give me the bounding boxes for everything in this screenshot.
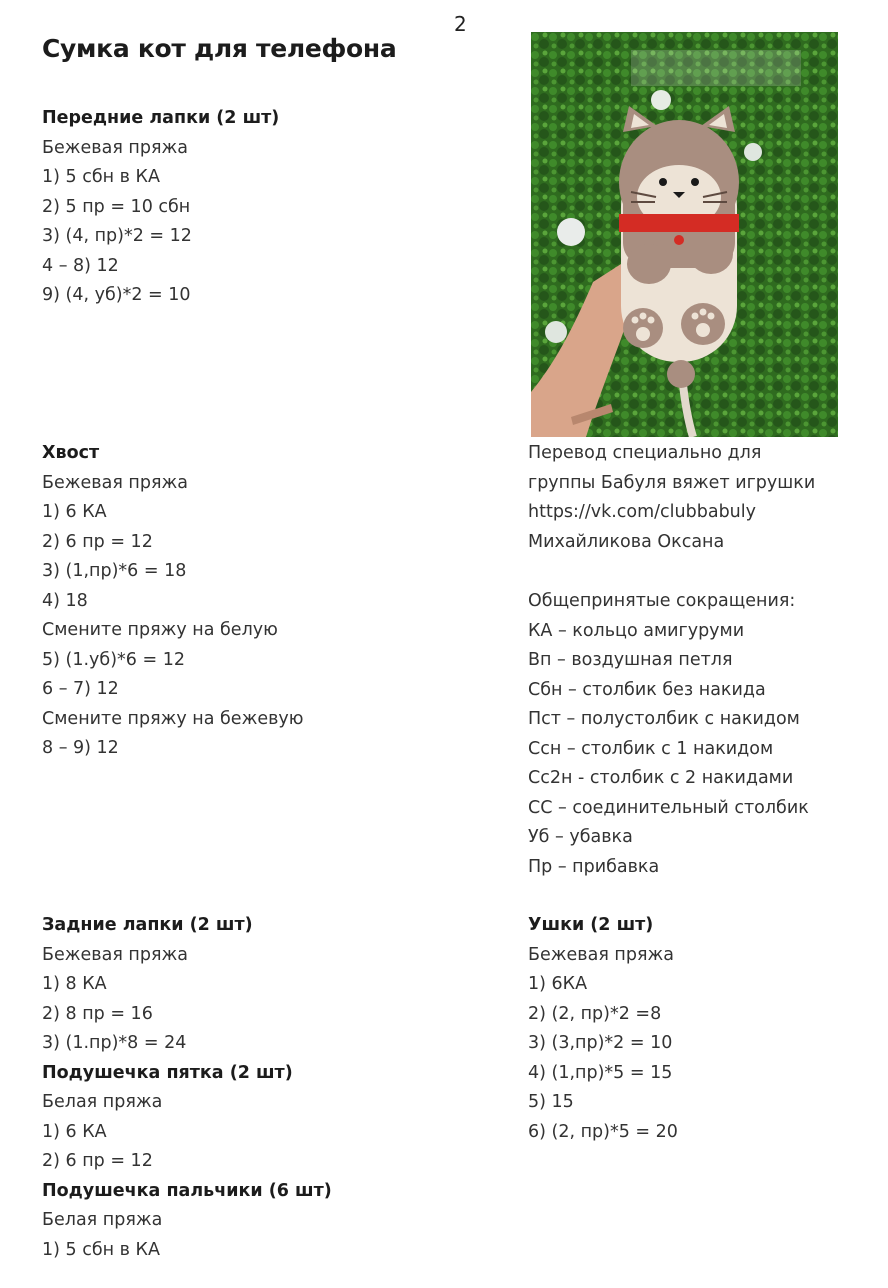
pattern-line: Бежевая пряжа [528,944,674,965]
credits-line: Перевод специально для [528,443,762,463]
pattern-line: 4 – 8) 12 [42,255,119,276]
pattern-line: 1) 5 сбн в КА [42,1239,160,1260]
pattern-line: Бежевая пряжа [42,944,188,965]
abbreviations-heading: Общепринятые сокращения: [528,591,796,611]
pattern-line: 3) (1.пр)*8 = 24 [42,1033,187,1053]
pattern-line: 2) 5 пр = 10 сбн [42,196,191,217]
pattern-line: 5) (1.уб)*6 = 12 [42,649,185,670]
section-heading: Подушечка пятка (2 шт) [42,1062,293,1083]
pattern-line: 9) (4, уб)*2 = 10 [42,285,191,305]
credits-link[interactable]: https://vk.com/clubbabuly [528,502,756,522]
pattern-line: 2) (2, пр)*2 =8 [528,1003,662,1024]
abbreviations-section [528,587,809,882]
abbreviation-item: СС – соединительный столбик [528,797,809,818]
pattern-line: 5) 15 [528,1092,574,1112]
pattern-line: 1) 5 сбн в КА [42,167,160,187]
pattern-line: 8 – 9) 12 [42,738,119,758]
cat-bag-photo [531,32,838,437]
front-paws-section [42,104,279,311]
credits-author: Михайликова Оксана [528,531,725,552]
pattern-line: Белая пряжа [42,1092,163,1112]
abbreviation-item: Пст – полустолбик с накидом [528,709,800,729]
section-heading: Подушечка пальчики (6 шт) [42,1180,332,1201]
pattern-line: 1) 8 КА [42,974,107,994]
section-heading: Хвост [42,443,100,463]
page-number: 2 [454,12,467,36]
pattern-line: 3) (1,пр)*6 = 18 [42,561,187,581]
abbreviation-item: КА – кольцо амигуруми [528,620,745,641]
pattern-line: 1) 6 КА [42,1121,107,1142]
abbreviation-item: Сбн – столбик без накида [528,679,766,700]
abbreviation-item: Уб – убавка [528,827,633,847]
tail-section [42,439,304,764]
page-title: Сумка кот для телефона [42,34,397,63]
abbreviation-item: Сс2н - столбик с 2 накидами [528,768,794,788]
section-heading: Задние лапки (2 шт) [42,915,253,935]
pattern-line: 2) 8 пр = 16 [42,1003,153,1024]
pattern-line: 4) 18 [42,590,88,611]
pattern-line: Белая пряжа [42,1210,163,1230]
abbreviation-item: Пр – прибавка [528,856,660,877]
pattern-line: 6 – 7) 12 [42,679,119,699]
pattern-line: 3) (3,пр)*2 = 10 [528,1033,673,1053]
section-heading: Ушки (2 шт) [528,915,654,935]
pattern-line: 1) 6 КА [42,502,107,522]
pattern-line: 1) 6КА [528,974,588,994]
section-heading: Передние лапки (2 шт) [42,108,280,128]
pattern-line: Бежевая пряжа [42,472,188,493]
pattern-line: 3) (4, пр)*2 = 12 [42,226,192,246]
pattern-line: 2) 6 пр = 12 [42,1151,153,1171]
credits-section [528,439,815,557]
ears-section [528,911,678,1147]
pattern-line: Смените пряжу на белую [42,620,278,640]
pattern-line: 4) (1,пр)*5 = 15 [528,1062,673,1083]
pattern-line: 6) (2, пр)*5 = 20 [528,1121,678,1142]
back-paws-section [42,911,332,1265]
pattern-line: Бежевая пряжа [42,137,188,158]
abbreviation-item: Ссн – столбик с 1 накидом [528,738,774,759]
pattern-line: Смените пряжу на бежевую [42,708,304,729]
credits-line: группы Бабуля вяжет игрушки [528,472,816,493]
pattern-line: 2) 6 пр = 12 [42,531,153,552]
abbreviation-item: Вп – воздушная петля [528,650,733,670]
